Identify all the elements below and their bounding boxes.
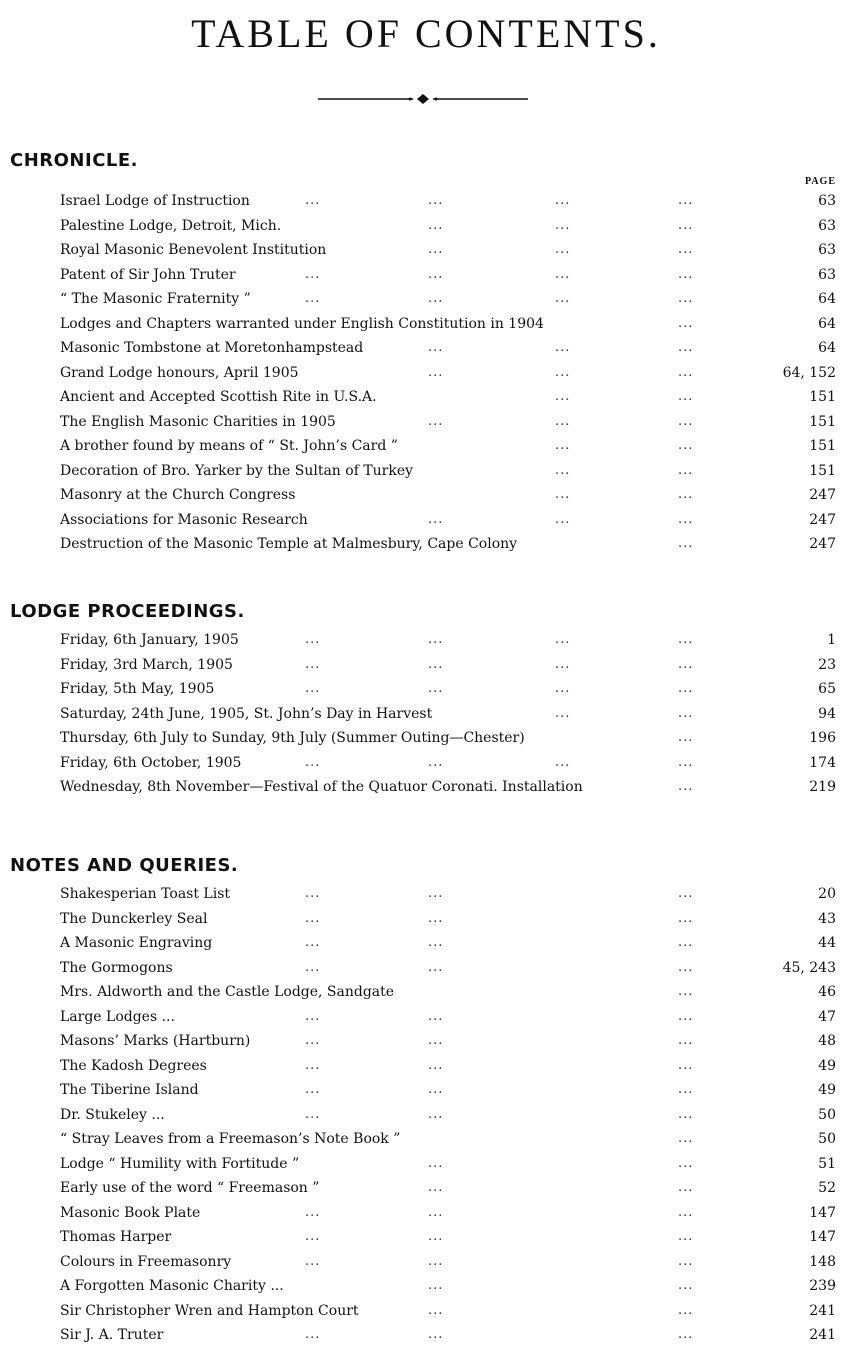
page-number: 94 [818,705,836,722]
toc-entry [0,706,852,730]
leader-dots: ... [305,193,321,208]
leader-dots: ... [678,266,694,282]
toc-entry [0,657,852,681]
leader-dots: ... [678,910,694,926]
page-number: 65 [818,681,836,697]
toc-entry [0,984,852,1008]
leader-dots: ... [678,291,694,306]
entry-title: Sir Christopher Wren and Hampton Court [60,1302,359,1319]
leader-dots: ... [305,959,321,975]
entry-title: Masonic Book Plate [60,1204,201,1221]
entry-title: Large Lodges ... [60,1008,175,1025]
entry-title: Patent of Sir John Truter [60,266,236,283]
leader-dots: ... [555,656,571,672]
page-number: 48 [818,1033,836,1049]
entry-title: The English Masonic Charities in 1905 [60,413,336,430]
leader-dots: ... [555,413,571,429]
entry-title: Palestine Lodge, Detroit, Mich. [60,217,282,234]
entry-title: Friday, 5th May, 1905 [60,681,215,697]
leader-dots: ... [305,1057,321,1073]
toc-entry [0,1131,852,1155]
entry-title: Wednesday, 8th November—Festival of the Quatuor Coronati. Installation [60,779,583,795]
section-heading-notes-and-queries: NOTES AND QUERIES. [10,855,239,876]
page-number: 51 [818,1155,836,1172]
entry-title: Thursday, 6th July to Sunday, 9th July (Summer Outing—Chester) [60,730,525,746]
leader-dots: ... [305,754,321,770]
leader-dots: ... [428,910,444,926]
page-number: 239 [809,1278,836,1294]
leader-dots: ... [428,1327,444,1342]
leader-dots: ... [305,1082,321,1097]
leader-dots: ... [428,656,444,672]
leader-dots: ... [678,730,694,745]
toc-entry [0,291,852,315]
leader-dots: ... [678,389,694,404]
leader-dots: ... [678,681,694,696]
leader-dots: ... [555,632,571,647]
leader-dots: ... [555,340,571,355]
toc-entry [0,1254,852,1278]
page-number: 63 [818,217,836,234]
leader-dots: ... [678,656,694,672]
leader-dots: ... [678,705,694,721]
leader-dots: ... [555,511,571,527]
leader-dots: ... [555,705,571,721]
entry-title: Decoration of Bro. Yarker by the Sultan of Turkey [60,462,414,479]
leader-dots: ... [555,462,571,478]
page-number: 20 [818,886,836,902]
toc-entry [0,779,852,803]
leader-dots: ... [428,632,444,647]
leader-dots: ... [678,1082,694,1097]
entry-title: Shakesperian Toast List [60,886,231,902]
entry-title: Mrs. Aldworth and the Castle Lodge, Sandgate [60,984,395,1000]
leader-dots: ... [555,242,571,257]
toc-entry [0,365,852,389]
page-number: 50 [818,1131,836,1147]
leader-dots: ... [428,1155,444,1171]
leader-dots: ... [678,779,694,794]
leader-dots: ... [305,1106,321,1122]
leader-dots: ... [305,1229,321,1244]
leader-dots: ... [428,1253,444,1269]
leader-dots: ... [678,1033,694,1048]
page-number: 147 [809,1229,836,1245]
leader-dots: ... [428,217,444,233]
entry-title: Friday, 6th January, 1905 [60,632,239,648]
leader-dots: ... [678,1327,694,1342]
toc-entry [0,1229,852,1253]
page-number: 45, 243 [782,959,836,976]
entry-title: Dr. Stukeley ... [60,1106,165,1123]
entry-title: Associations for Masonic Research [60,511,308,528]
entry-title: Royal Masonic Benevolent Institution [60,242,327,258]
toc-entry [0,1156,852,1180]
toc-entry [0,1180,852,1204]
entry-title: A Forgotten Masonic Charity ... [60,1278,284,1294]
entry-title: Masons’ Marks (Hartburn) [60,1033,251,1049]
page-number: 64 [818,340,836,356]
leader-dots: ... [305,1033,321,1048]
leader-dots: ... [678,984,694,999]
toc-entry [0,1278,852,1302]
leader-dots: ... [305,1253,321,1269]
toc-entry [0,414,852,438]
leader-dots: ... [678,438,694,453]
entry-title: A Masonic Engraving [60,935,213,951]
page-number: 247 [809,511,836,528]
leader-dots: ... [555,487,571,502]
leader-dots: ... [678,1008,694,1024]
page-number: 151 [809,413,836,430]
leader-dots: ... [428,754,444,770]
toc-entry [0,242,852,266]
leader-dots: ... [428,242,444,257]
leader-dots: ... [678,462,694,478]
page-number: 46 [818,984,836,1000]
leader-dots: ... [428,413,444,429]
page-number: 151 [809,389,836,405]
page-number: 241 [809,1327,836,1343]
leader-dots: ... [428,959,444,975]
toc-entry [0,1327,852,1351]
entry-title: Grand Lodge honours, April 1905 [60,364,299,381]
leader-dots: ... [305,886,321,901]
toc-entry [0,1205,852,1229]
leader-dots: ... [678,1131,694,1146]
leader-dots: ... [678,1229,694,1244]
toc-entry [0,681,852,705]
page-number: 219 [809,779,836,795]
leader-dots: ... [305,266,321,282]
page-number: 64 [818,291,836,307]
leader-dots: ... [678,1253,694,1269]
entry-title: The Kadosh Degrees [60,1057,207,1074]
entry-title: Lodges and Chapters warranted under English Constitution in 1904 [60,315,544,332]
leader-dots: ... [555,389,571,404]
title-ornament [318,93,528,105]
toc-entry [0,218,852,242]
leader-dots: ... [678,886,694,901]
leader-dots: ... [428,1278,444,1293]
leader-dots: ... [305,1327,321,1342]
page-number: 64 [818,315,836,332]
page-number: 147 [809,1204,836,1221]
toc-entry [0,1009,852,1033]
toc-entry [0,1107,852,1131]
entry-title: “ Stray Leaves from a Freemason’s Note Book ” [60,1131,401,1147]
page-number: 49 [818,1057,836,1074]
page-number: 50 [818,1106,836,1123]
page-number: 52 [818,1180,836,1196]
page-number: 49 [818,1082,836,1098]
toc-entry [0,886,852,910]
leader-dots: ... [428,193,444,208]
leader-dots: ... [428,1008,444,1024]
leader-dots: ... [678,1302,694,1318]
leader-dots: ... [428,266,444,282]
page-number: 63 [818,266,836,283]
leader-dots: ... [305,632,321,647]
entry-title: Friday, 6th October, 1905 [60,754,242,771]
leader-dots: ... [305,656,321,672]
page-number: 43 [818,910,836,927]
leader-dots: ... [428,1033,444,1048]
entry-title: Saturday, 24th June, 1905, St. John’s Day in Harvest [60,705,433,722]
page-number: 64, 152 [782,364,836,381]
leader-dots: ... [305,935,321,950]
toc-entry [0,1033,852,1057]
page-number: 151 [809,438,836,454]
page-number: 241 [809,1302,836,1319]
page-number: 47 [818,1008,836,1025]
page-number: 151 [809,462,836,479]
toc-entry [0,438,852,462]
toc-entry [0,389,852,413]
leader-dots: ... [428,935,444,950]
leader-dots: ... [555,438,571,453]
leader-dots: ... [428,1204,444,1220]
leader-dots: ... [428,291,444,306]
entry-title: A brother found by means of “ St. John’s Card ” [60,438,398,454]
page-column-label: PAGE [804,176,836,187]
leader-dots: ... [678,511,694,527]
leader-dots: ... [678,632,694,647]
page-number: 63 [818,242,836,258]
entry-title: Thomas Harper [60,1229,172,1245]
entry-title: Sir J. A. Truter [60,1327,164,1343]
leader-dots: ... [678,1057,694,1073]
entry-title: The Gormogons [60,959,173,976]
leader-dots: ... [305,681,321,696]
toc-entry [0,1058,852,1082]
leader-dots: ... [678,754,694,770]
page-number: 247 [809,487,836,503]
leader-dots: ... [678,487,694,502]
toc-entry [0,935,852,959]
toc-entry [0,632,852,656]
leader-dots: ... [555,266,571,282]
entry-title: Lodge “ Humility with Fortitude ” [60,1155,300,1172]
leader-dots: ... [555,291,571,306]
entry-title: Israel Lodge of Instruction [60,193,250,209]
toc-entry [0,960,852,984]
entry-title: The Tiberine Island [60,1082,199,1098]
leader-dots: ... [428,886,444,901]
page-number: 247 [809,536,836,552]
leader-dots: ... [678,217,694,233]
leader-dots: ... [555,754,571,770]
leader-dots: ... [678,364,694,380]
toc-entry [0,755,852,779]
leader-dots: ... [428,511,444,527]
leader-dots: ... [428,1302,444,1318]
leader-dots: ... [428,1229,444,1244]
leader-dots: ... [678,413,694,429]
leader-dots: ... [678,242,694,257]
leader-dots: ... [555,217,571,233]
page-title: TABLE OF CONTENTS. [191,11,661,56]
leader-dots: ... [305,1008,321,1024]
leader-dots: ... [555,681,571,696]
leader-dots: ... [678,536,694,551]
entry-title: Colours in Freemasonry [60,1253,232,1270]
toc-entry [0,730,852,754]
toc-entry [0,463,852,487]
leader-dots: ... [678,315,694,331]
leader-dots: ... [428,340,444,355]
leader-dots: ... [428,364,444,380]
page-number: 196 [809,730,836,746]
leader-dots: ... [305,1204,321,1220]
leader-dots: ... [305,910,321,926]
toc-entry [0,193,852,217]
leader-dots: ... [678,959,694,975]
leader-dots: ... [428,1082,444,1097]
entry-title: Early use of the word “ Freemason ” [60,1180,320,1196]
leader-dots: ... [428,1106,444,1122]
toc-entry [0,911,852,935]
leader-dots: ... [678,1278,694,1293]
page-number: 1 [827,632,836,648]
entry-title: The Dunckerley Seal [60,910,208,927]
toc-entry [0,487,852,511]
leader-dots: ... [678,1106,694,1122]
toc-entry [0,267,852,291]
page-number: 63 [818,193,836,209]
entry-title: Friday, 3rd March, 1905 [60,656,233,673]
leader-dots: ... [678,1180,694,1195]
leader-dots: ... [428,1180,444,1195]
entry-title: “ The Masonic Fraternity ” [60,291,251,307]
toc-entry [0,1303,852,1327]
page-number: 174 [809,754,836,771]
section-heading-chronicle: CHRONICLE. [10,150,139,171]
toc-entry [0,536,852,560]
entry-title: Masonry at the Church Congress [60,487,296,503]
page-number: 23 [818,656,836,673]
leader-dots: ... [678,1155,694,1171]
leader-dots: ... [428,1057,444,1073]
leader-dots: ... [305,291,321,306]
leader-dots: ... [555,364,571,380]
leader-dots: ... [678,340,694,355]
section-heading-lodge-proceedings: LODGE PROCEEDINGS. [10,601,245,622]
toc-entry [0,316,852,340]
leader-dots: ... [678,935,694,950]
entry-title: Destruction of the Masonic Temple at Malmesbury, Cape Colony [60,536,518,552]
toc-entry [0,340,852,364]
leader-dots: ... [678,1204,694,1220]
leader-dots: ... [555,193,571,208]
toc-entry [0,512,852,536]
toc-entry [0,1082,852,1106]
leader-dots: ... [678,193,694,208]
entry-title: Masonic Tombstone at Moretonhampstead [60,340,364,356]
page-number: 148 [809,1253,836,1270]
leader-dots: ... [428,681,444,696]
page-number: 44 [818,935,836,951]
entry-title: Ancient and Accepted Scottish Rite in U.S.A. [60,389,377,405]
